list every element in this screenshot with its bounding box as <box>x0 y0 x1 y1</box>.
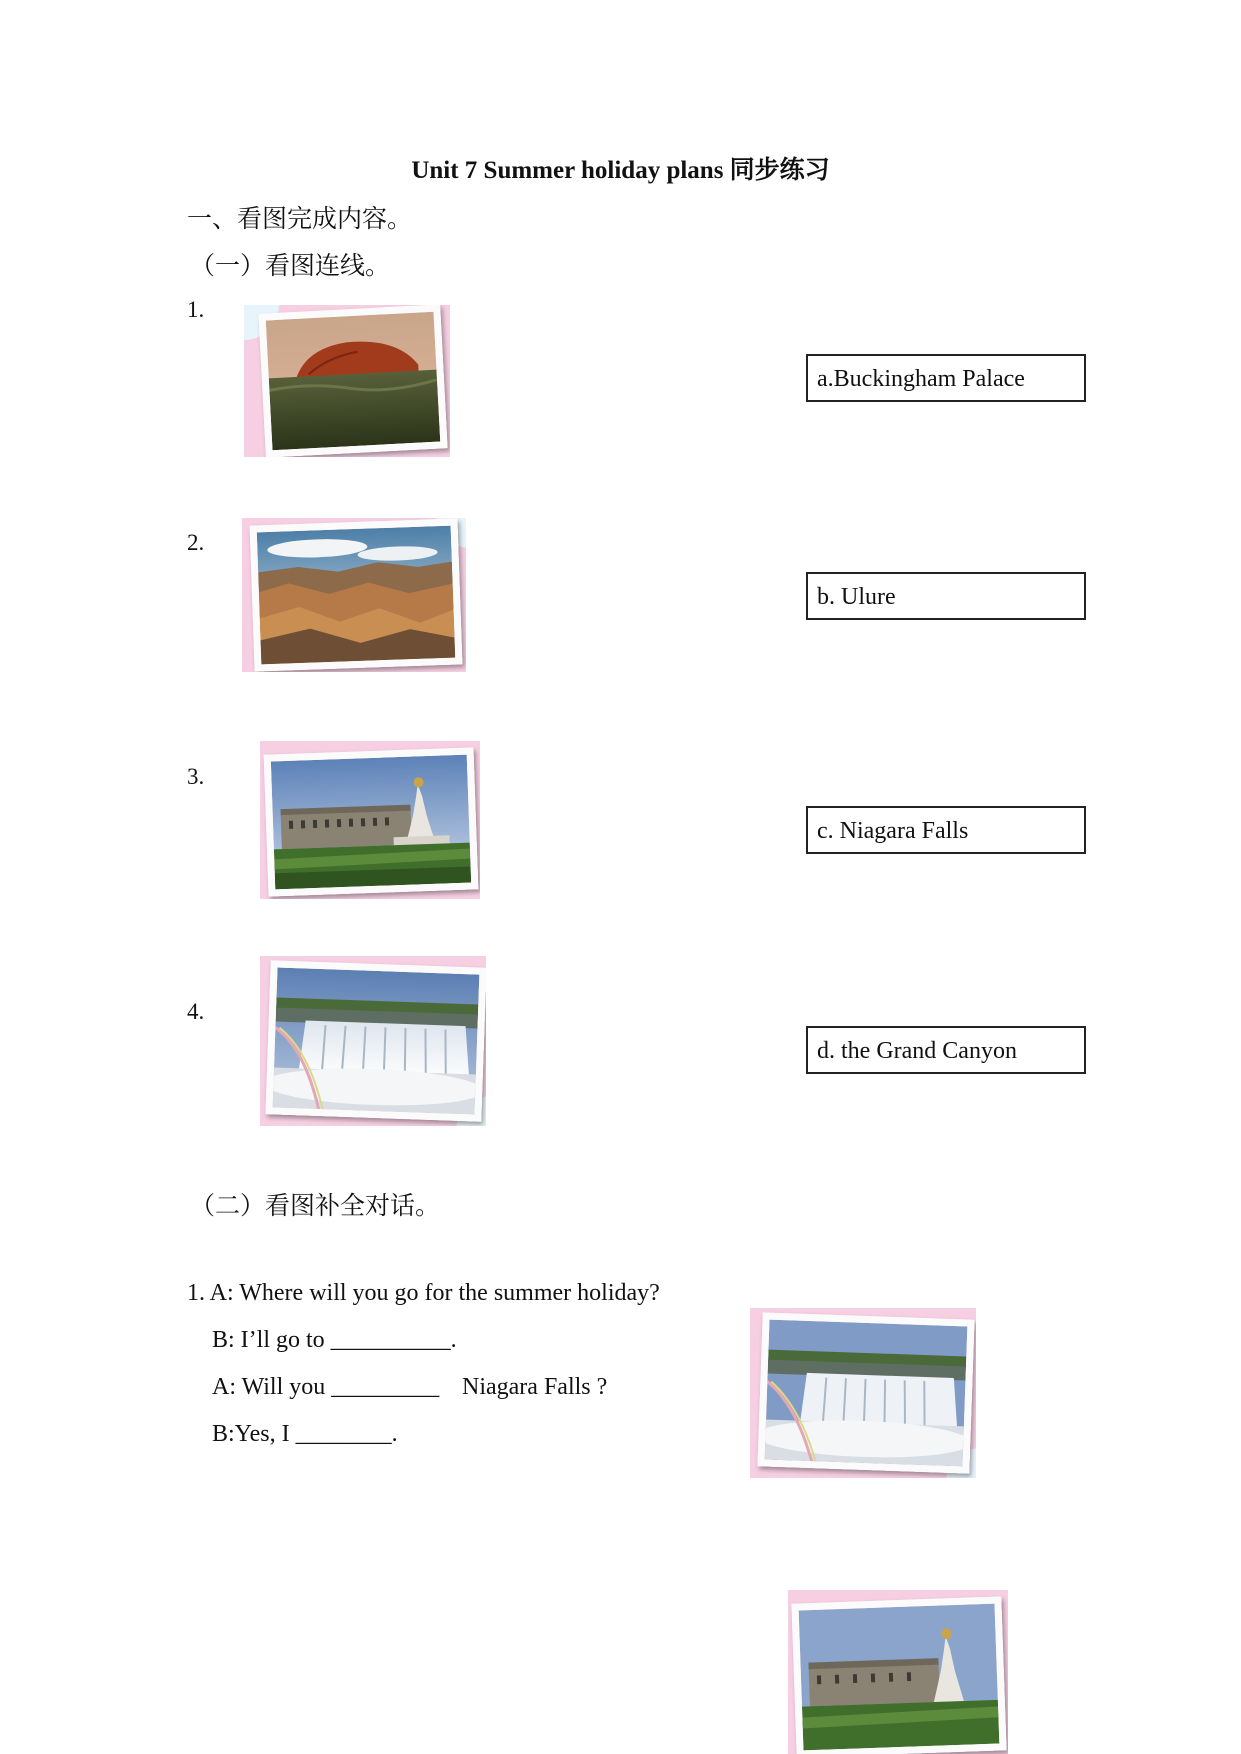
buckingham-palace-picture-frame <box>260 741 480 899</box>
dialogue-niagara-picture-frame <box>750 1308 976 1478</box>
dialogue-line-3b: Niagara Falls ? <box>462 1374 608 1400</box>
item-number-2: 2. <box>187 530 205 555</box>
option-b-box[interactable]: b. Ulure <box>806 572 1086 620</box>
grand-canyon-photo <box>250 518 463 671</box>
part1-heading: （一）看图连线。 <box>190 251 391 280</box>
section-heading: 一、看图完成内容。 <box>187 204 413 233</box>
dialogue-line-1: 1. A: Where will you go for the summer holiday? <box>187 1280 660 1306</box>
niagara-falls-photo <box>265 960 486 1121</box>
item-number-1: 1. <box>187 297 205 322</box>
item-number-4: 4. <box>187 999 205 1024</box>
dialogue-line-3a: A: Will you _________ <box>212 1374 440 1400</box>
option-a-box[interactable]: a.Buckingham Palace <box>806 354 1086 402</box>
part2-heading: （二）看图补全对话。 <box>190 1191 441 1220</box>
item-number-3: 3. <box>187 764 205 789</box>
bottom-palace-photo <box>791 1596 1006 1754</box>
grand-canyon-picture-frame <box>242 518 466 672</box>
uluru-picture-frame <box>244 305 450 457</box>
dialogue-niagara-photo <box>757 1312 974 1473</box>
dialogue-line-4: B:Yes, I ________. <box>212 1421 398 1447</box>
option-c-box[interactable]: c. Niagara Falls <box>806 806 1086 854</box>
uluru-photo <box>258 305 447 457</box>
buckingham-palace-photo <box>264 747 479 896</box>
dialogue-line-2: B: I’ll go to __________. <box>212 1327 457 1353</box>
page-title: Unit 7 Summer holiday plans 同步练习 <box>411 157 830 184</box>
option-d-box[interactable]: d. the Grand Canyon <box>806 1026 1086 1074</box>
niagara-falls-picture-frame <box>260 956 486 1126</box>
bottom-palace-picture-frame <box>788 1590 1008 1754</box>
